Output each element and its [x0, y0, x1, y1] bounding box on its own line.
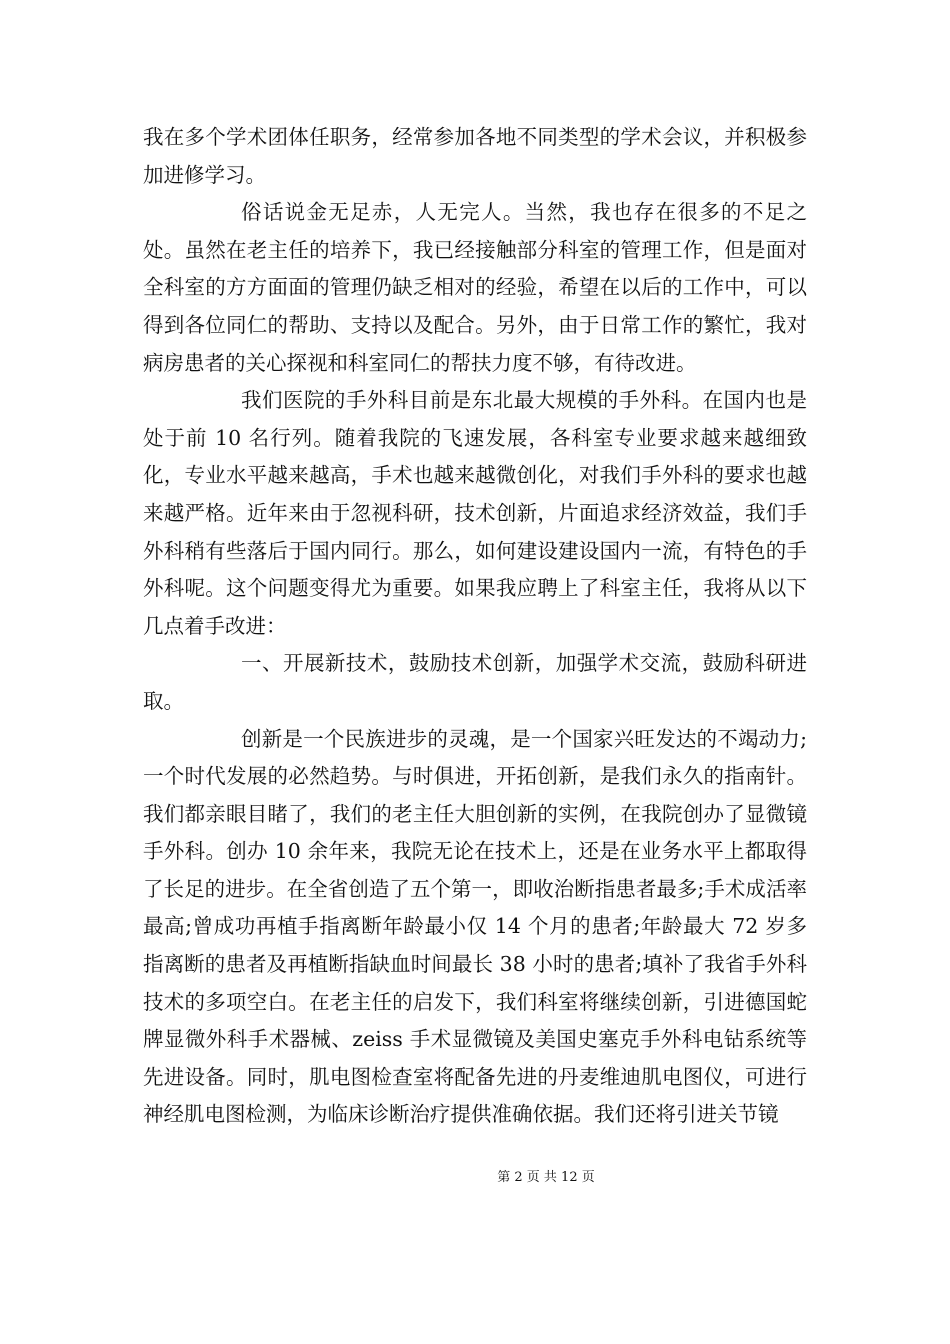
paragraph-3: 我们医院的手外科目前是东北最大规模的手外科。在国内也是处于前 10 名行列。随着我院的飞速发展，各科室专业要求越来越细致化，专业水平越来越高，手术也越来越微创化，对我们手外科的要求也越来越严格。近年来由于忽视科研，技术创新，片面追求经济效益，我们手外科稍有些落后于国内同行。那么，如何建设建设国内一流，有特色的手外科呢。这个问题变得尤为重要。如果我应聘上了科室主任，我将从以下几点着手改进： — [143, 388, 807, 638]
page-number-footer: 第 2 页 共 12 页 — [497, 1170, 595, 1185]
paragraph-4: 一、开展新技术，鼓励技术创新，加强学术交流，鼓励科研进取。 — [143, 651, 807, 713]
paragraph-1: 我在多个学术团体任职务，经常参加各地不同类型的学术会议，并积极参加进修学习。 — [143, 125, 807, 187]
paragraph-2: 俗话说金无足赤，人无完人。当然，我也存在很多的不足之处。虽然在老主任的培养下，我已经接触部分科室的管理工作，但是面对全科室的方方面面的管理仍缺乏相对的经验，希望在以后的工作中，可以得到各位同仁的帮助、支持以及配合。另外，由于日常工作的繁忙，我对病房患者的关心探视和科室同仁的帮扶力度不够，有待改进。 — [143, 200, 807, 375]
paragraph-5: 创新是一个民族进步的灵魂，是一个国家兴旺发达的不竭动力;一个时代发展的必然趋势。与时俱进，开拓创新，是我们永久的指南针。我们都亲眼目睹了，我们的老主任大胆创新的实例，在我院创办了显微镜手外科。创办 10 余年来，我院无论在技术上，还是在业务水平上都取得了长足的进步。在全省创造了五个第一，即收治断指患者最多;手术成活率最高;曾成功再植手指离断年龄最小仅 14 个月的患者;年龄最大 72 岁多指离断的患者及再植断指缺血时间最长 38 小时的患者;填补了我省手外科技术的多项空白。在老主任的启发下，我们科室将继续创新，引进德国蛇牌显微外科手术器械、zeiss 手术显微镜及美国史塞克手外科电钻系统等先进设备。同时，肌电图检查室将配备先进的丹麦维迪肌电图仪，可进行神经肌电图检测，为临床诊断治疗提供准确依据。我们还将引进关节镜 — [143, 726, 807, 1127]
document-body — [143, 119, 807, 1134]
